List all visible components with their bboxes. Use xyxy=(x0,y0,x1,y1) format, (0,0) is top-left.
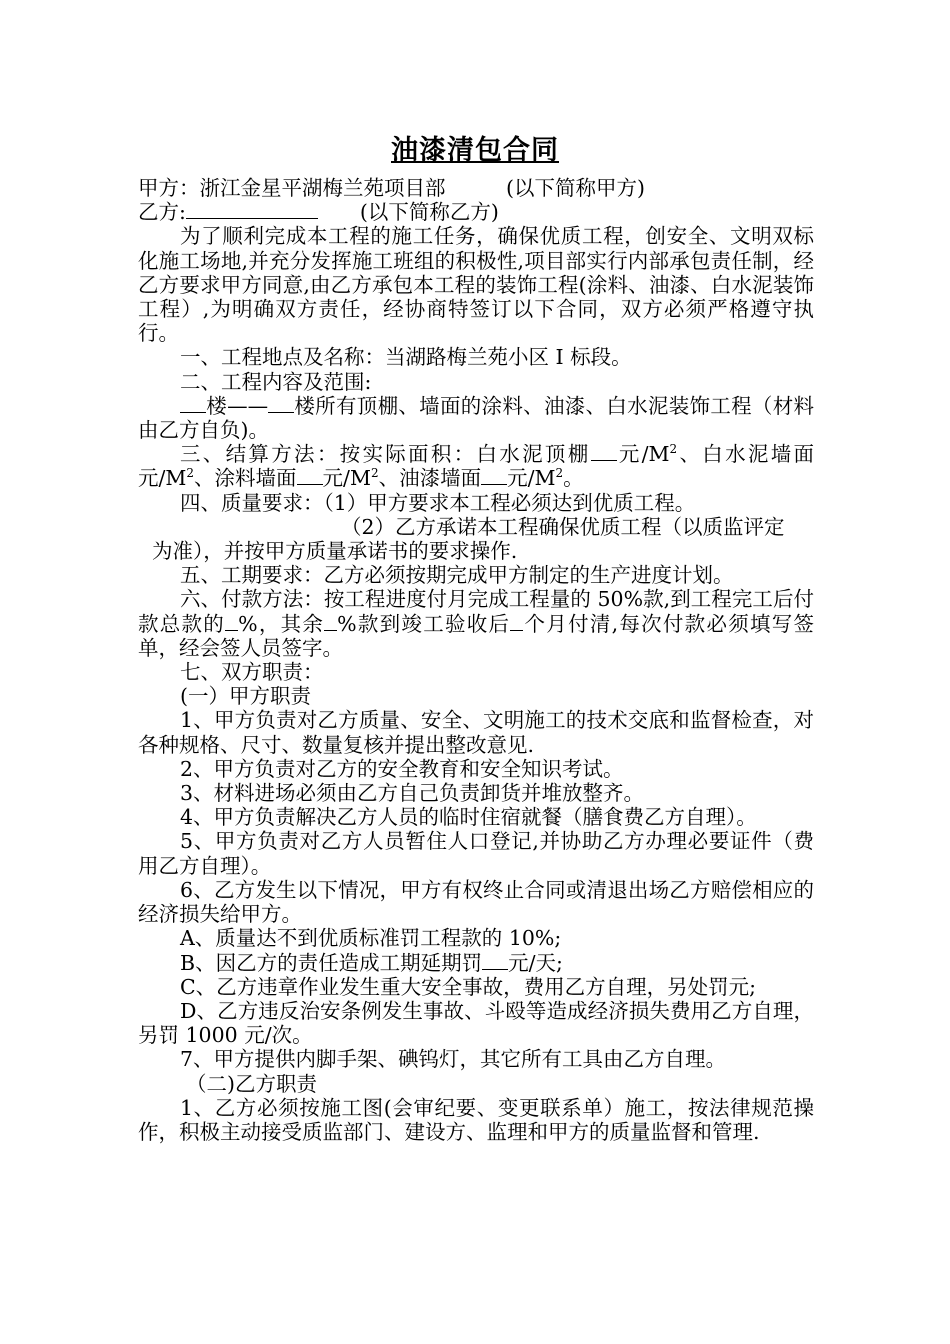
floor-from-blank xyxy=(180,394,206,413)
ceiling-price-blank xyxy=(591,442,617,461)
duty-a-3: 3、材料进场必须由乙方自己负责卸货并堆放整齐。 xyxy=(180,781,645,806)
section-4-line-2: （2）乙方承诺本工程确保优质工程（以质监评定 xyxy=(341,514,785,539)
months-blank xyxy=(510,612,523,631)
section-6: 六、付款方法：按工程进度付月完成工程量的 50%款,到工程完工后付款总款的 %，其余 %款到竣工验收后 个月付清,每次付款必须填写签单，经会签人员签字。 xyxy=(138,587,815,660)
duty-a-2: 2、甲方负责对乙方的安全教育和安全知识考试。 xyxy=(180,756,624,781)
document-title: 油漆清包合同 xyxy=(391,135,559,166)
delay-penalty-blank xyxy=(482,951,508,970)
coating-price-blank xyxy=(297,466,323,485)
duty-a-6: 6、乙方发生以下情况，甲方有权终止合同或清退出场乙方赔偿相应的经济损失给甲方。 xyxy=(138,877,814,927)
party-b-line xyxy=(138,200,814,224)
party-b-blank xyxy=(186,200,318,219)
party-b-note: (以下简称乙方) xyxy=(359,200,499,225)
contract-body xyxy=(138,176,814,1144)
duty-a-5: 5、甲方负责对乙方人员暂住人口登记,并协助乙方办理必要证件（费用乙方自理）。 xyxy=(138,829,814,878)
penalty-c: C、乙方违章作业发生重大安全事故，费用乙方自理，另处罚元; xyxy=(180,974,757,999)
section-4-line-1: 四、质量要求：（1）甲方要求本工程必须达到优质工程。 xyxy=(180,490,696,515)
party-b-duties-heading: （二)乙方职责 xyxy=(186,1071,317,1096)
section-5: 五、工期要求：乙方必须按期完成甲方制定的生产进度计划。 xyxy=(180,563,734,588)
section-7-heading: 七、双方职责： xyxy=(180,660,324,685)
penalty-d: D、乙方违反治安条例发生事故、斗殴等造成经济损失费用乙方自理，另罚 1000 元/次。 xyxy=(138,998,814,1048)
duty-a-4: 4、甲方负责解决乙方人员的临时住宿就餐（膳食费乙方自理）。 xyxy=(180,805,757,830)
section-2-content: 楼—— 楼所有顶棚、墙面的涂料、油漆、白水泥装饰工程（材料由乙方自负)。 xyxy=(138,393,814,443)
party-a-duties-heading: (一）甲方职责 xyxy=(180,684,311,709)
section-3: 三、结算方法：按实际面积：白水泥顶棚 元$/M^2$、白水泥墙面元$/M^2$、涂料墙面 元$/M^2$、油漆墙面 元$/M^2$。 xyxy=(138,442,815,491)
payment-percent-blank xyxy=(225,612,238,631)
party-a-line xyxy=(138,176,814,200)
paint-price-blank xyxy=(481,466,507,485)
party-a-note: (以下简称甲方) xyxy=(506,176,645,200)
party-b-label: 乙方: xyxy=(138,200,186,225)
intro-paragraph: 为了顺利完成本工程的施工任务，确保优质工程，创安全、文明双标化施工场地,并充分发挥施工班组的积极性,项目部实行内部承包责任制，经乙方要求甲方同意,由乙方承包本工程的装饰工程(涂料、油漆、白水泥装饰工程）,为明确双方责任，经协商特签订以下合同，双方必须严格遵守执行。 xyxy=(138,224,814,346)
duty-a-7: 7、甲方提供内脚手架、碘钨灯，其它所有工具由乙方自理。 xyxy=(180,1047,727,1072)
duty-a-1: 1、甲方负责对乙方质量、安全、文明施工的技术交底和监督检查，对各种规格、尺寸、数量复核并提出整改意见. xyxy=(138,708,814,757)
floor-to-blank xyxy=(268,394,294,413)
remaining-percent-blank xyxy=(324,612,337,631)
section-4-line-3: 为准），并按甲方质量承诺书的要求操作. xyxy=(152,539,518,564)
penalty-b: B、因乙方的责任造成工期延期罚 元/天; xyxy=(180,950,563,975)
section-2-heading: 二、工程内容及范围: xyxy=(180,369,372,394)
duty-b-1: 1、乙方必须按施工图(会审纪要、变更联系单）施工，按法律规范操作，积极主动接受质监部门、建设方、监理和甲方的质量监督和管理. xyxy=(138,1095,814,1144)
party-a-label: 甲方：浙江金星平湖梅兰苑项目部 xyxy=(138,176,446,200)
penalty-a: A、质量达不到优质标准罚工程款的 10%; xyxy=(180,926,562,951)
section-1: 一、工程地点及名称：当湖路梅兰苑小区 I 标段。 xyxy=(180,345,632,370)
